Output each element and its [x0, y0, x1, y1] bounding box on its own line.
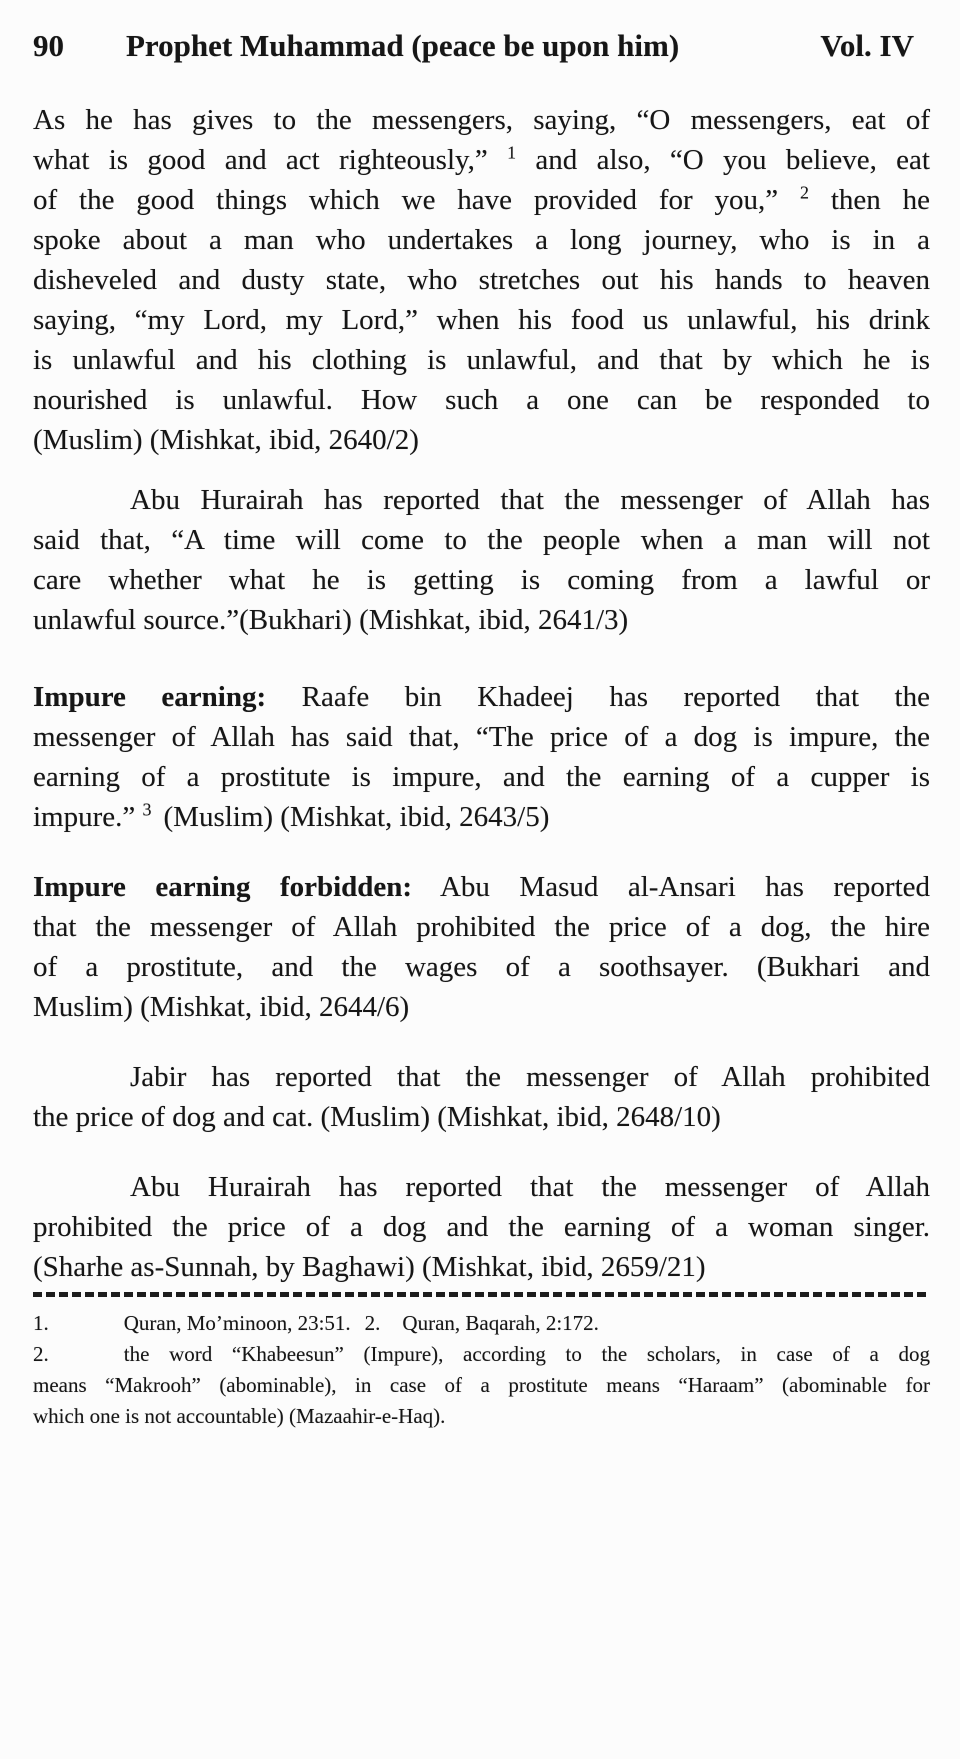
text-line: [33, 1167, 930, 1207]
text-line: [33, 220, 930, 260]
footnotes: [33, 1308, 930, 1432]
text-line: [33, 480, 930, 520]
text-line: [33, 300, 930, 340]
footnote-ref: 1: [507, 142, 517, 163]
text-line: [33, 1401, 930, 1432]
text-run: unlawful source.”(Bukhari) (Mishkat, ibid, 2641/3): [33, 604, 629, 636]
text-line: [33, 907, 930, 947]
paragraph: [33, 480, 930, 640]
text-run: (Muslim) (Mishkat, ibid, 2640/2): [33, 424, 419, 456]
text-run: Abu Masud al-Ansari has reported: [412, 871, 930, 903]
page-number: 90: [33, 28, 64, 63]
text-run: disheveled and dusty state, who stretches out his hands to heaven: [33, 264, 930, 296]
text-run: nourished is unlawful. How such a one can be responded to: [33, 384, 930, 416]
text-line: [33, 677, 930, 717]
bold-lead-in: Impure earning:: [33, 681, 267, 713]
text-run: impure.”: [33, 801, 143, 833]
paragraph: [33, 100, 930, 460]
text-run: As he has gives to the messengers, saying, “O messengers, eat of: [33, 104, 930, 136]
footnote-separator: [33, 1292, 930, 1297]
body-text: [33, 100, 930, 1287]
text-run: prohibited the price of a dog and the earning of a woman singer.: [33, 1211, 930, 1243]
text-run: of the good things which we have provided for you,”: [33, 184, 800, 216]
text-line: [33, 100, 930, 140]
text-run: 2.: [33, 1342, 49, 1366]
text-run: saying, “my Lord, my Lord,” when his food us unlawful, his drink: [33, 304, 930, 336]
paragraph: [33, 867, 930, 1027]
text-line: [33, 1057, 930, 1097]
text-run: Quran, Baqarah, 2:172.: [402, 1311, 599, 1335]
paragraph: [33, 1057, 930, 1137]
text-line: [33, 1207, 930, 1247]
text-line: [33, 180, 930, 220]
text-line: [33, 1370, 930, 1401]
text-line: [33, 987, 930, 1027]
text-run: is unlawful and his clothing is unlawful, and that by which he is: [33, 344, 930, 376]
text-run: of a prostitute, and the wages of a soothsayer. (Bukhari and: [33, 951, 930, 983]
text-run: earning of a prostitute is impure, and the earning of a cupper is: [33, 761, 930, 793]
paragraph: [33, 677, 930, 837]
text-line: [33, 380, 930, 420]
text-line: [33, 1097, 930, 1137]
text-run: what is good and act righteously,”: [33, 144, 508, 176]
footnote: [33, 1339, 930, 1432]
paragraph: [33, 1167, 930, 1287]
text-line: [33, 867, 930, 907]
text-run: 2.: [364, 1311, 381, 1335]
text-run: (Muslim) (Mishkat, ibid, 2643/5): [163, 801, 550, 833]
text-run: means “Makrooh” (abominable), in case of a prostitute means “Haraam” (abominable for: [33, 1373, 930, 1397]
text-run: Muslim) (Mishkat, ibid, 2644/6): [33, 991, 410, 1023]
bold-lead-in: Impure earning forbidden:: [33, 871, 413, 903]
text-run: Abu Hurairah has reported that the messenger of Allah: [130, 1171, 930, 1203]
text-line: [33, 717, 930, 757]
text-run: then he: [808, 184, 930, 216]
text-line: [33, 1308, 930, 1339]
text-line: [33, 947, 930, 987]
text-run: (Sharhe as-Sunnah, by Baghawi) (Mishkat, ibid, 2659/21): [33, 1251, 706, 1283]
text-line: [33, 140, 930, 180]
footnote-ref: 3: [142, 799, 152, 820]
text-run: which one is not accountable) (Mazaahir-e-Haq).: [33, 1404, 446, 1428]
text-run: care whether what he is getting is coming from a lawful or: [33, 564, 930, 596]
text-line: [33, 520, 930, 560]
text-run: Raafe bin Khadeej has reported that the: [266, 681, 930, 713]
text-run: the word “Khabeesun” (Impure), according to the scholars, in case of a dog: [123, 1342, 930, 1366]
text-run: Quran, Mo’minoon, 23:51.: [123, 1311, 351, 1335]
text-run: Abu Hurairah has reported that the messenger of Allah has: [130, 484, 930, 516]
text-line: [33, 340, 930, 380]
running-title: Prophet Muhammad (peace be upon him): [126, 28, 680, 63]
text-run: spoke about a man who undertakes a long journey, who is in a: [33, 224, 930, 256]
text-run: that the messenger of Allah prohibited the price of a dog, the hire: [33, 911, 930, 943]
footnote-ref: 2: [800, 182, 809, 203]
text-run: 1.: [33, 1311, 49, 1335]
text-line: [33, 797, 930, 837]
text-line: [33, 1339, 930, 1370]
text-run: messenger of Allah has said that, “The price of a dog is impure, the: [33, 721, 930, 753]
text-line: [33, 560, 930, 600]
text-line: [33, 757, 930, 797]
text-line: [33, 1247, 930, 1287]
text-line: [33, 420, 930, 460]
text-run: and also, “O you believe, eat: [516, 144, 930, 176]
page-header: [33, 26, 930, 66]
footnote: [33, 1308, 930, 1339]
volume-label: Vol. IV: [820, 28, 914, 63]
text-run: Jabir has reported that the messenger of Allah prohibited: [130, 1061, 930, 1093]
text-line: [33, 600, 930, 640]
text-run: the price of dog and cat. (Muslim) (Mishkat, ibid, 2648/10): [33, 1101, 721, 1133]
text-run: said that, “A time will come to the people when a man will not: [33, 524, 930, 556]
text-line: [33, 260, 930, 300]
